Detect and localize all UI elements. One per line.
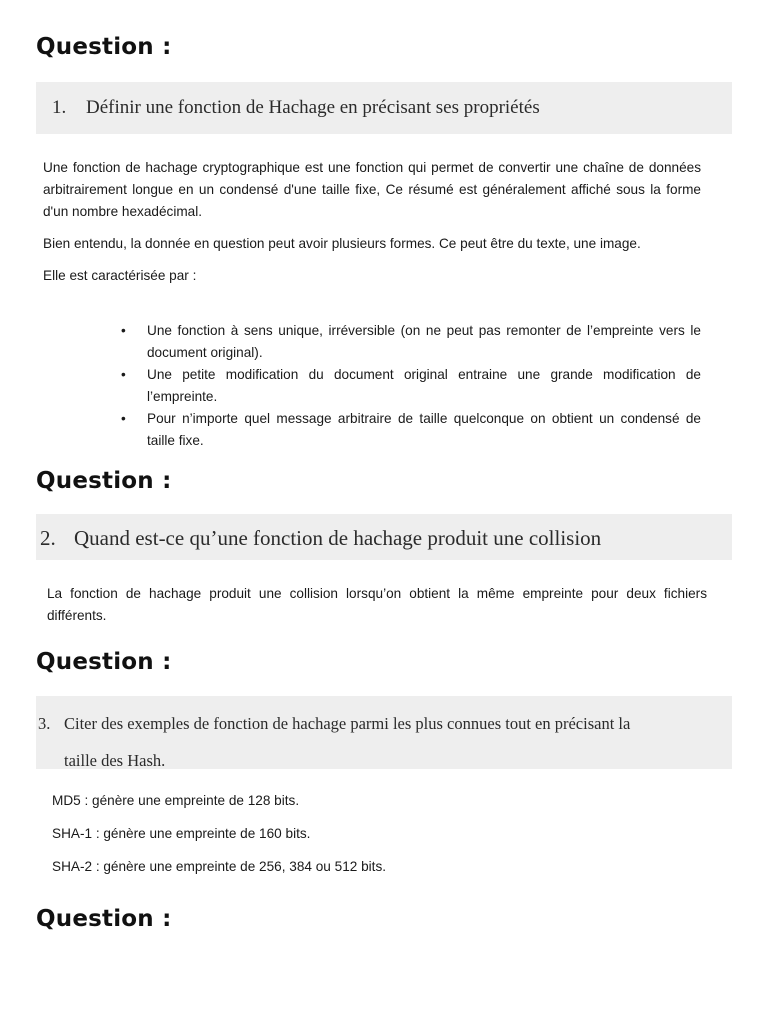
question-box-2 bbox=[36, 514, 732, 560]
question-number-3: 3. bbox=[38, 714, 51, 733]
example-md5: MD5 : génère une empreinte de 128 bits. bbox=[52, 793, 300, 808]
question-heading-1: Question : bbox=[36, 34, 172, 60]
question-text-1: Définir une fonction de Hachage en précisant ses propriétés bbox=[86, 97, 540, 118]
question-line-3a bbox=[38, 705, 732, 742]
properties-list bbox=[121, 320, 701, 452]
question-heading-4: Question : bbox=[36, 906, 172, 932]
question-number-1: 1. bbox=[52, 97, 67, 118]
list-item-text: Pour n’importe quel message arbitraire de taille quelconque on obtient un condensé de taille fixe. bbox=[147, 411, 701, 448]
answer-1-paragraph-1: Une fonction de hachage cryptographique est une fonction qui permet de convertir une chaîne de données arbitrairement longue en un condensé d'une taille fixe, Ce résumé est généralement affiché sous la forme d'un nombre hexadécimal. bbox=[43, 160, 701, 219]
answer-2-paragraph-1: La fonction de hachage produit une collision lorsqu’on obtient la même empreinte pour deux fichiers différents. bbox=[47, 586, 707, 623]
bullet-icon: • bbox=[121, 323, 126, 338]
question-text-3a: Citer des exemples de fonction de hachage parmi les plus connues tout en précisant la bbox=[64, 714, 631, 733]
answer-1-paragraph-3: Elle est caractérisée par : bbox=[43, 268, 197, 283]
answer-2 bbox=[47, 583, 707, 627]
bullet-icon: • bbox=[121, 367, 126, 382]
question-heading-2: Question : bbox=[36, 468, 172, 494]
example-sha1: SHA-1 : génère une empreinte de 160 bits. bbox=[52, 826, 311, 841]
example-sha2: SHA-2 : génère une empreinte de 256, 384 ou 512 bits. bbox=[52, 859, 387, 874]
list-item bbox=[121, 364, 701, 408]
question-text-3b: taille des Hash. bbox=[64, 751, 166, 770]
list-item-text: Une fonction à sens unique, irréversible (on ne peut pas remonter de l’empreinte vers le document original). bbox=[147, 323, 701, 360]
answer-1-paragraph-2: Bien entendu, la donnée en question peut avoir plusieurs formes. Ce peut être du texte, une image. bbox=[43, 236, 641, 251]
question-text-2: Quand est-ce qu’une fonction de hachage produit une collision bbox=[74, 526, 602, 550]
list-item-text: Une petite modification du document original entraine une grande modification de l’empreinte. bbox=[147, 367, 701, 404]
question-box-1 bbox=[36, 82, 732, 134]
question-box-3 bbox=[36, 696, 732, 769]
question-number-2: 2. bbox=[40, 526, 56, 550]
list-item bbox=[121, 408, 701, 452]
bullet-icon: • bbox=[121, 411, 126, 426]
answer-1 bbox=[43, 157, 701, 287]
list-item bbox=[121, 320, 701, 364]
question-heading-3: Question : bbox=[36, 649, 172, 675]
